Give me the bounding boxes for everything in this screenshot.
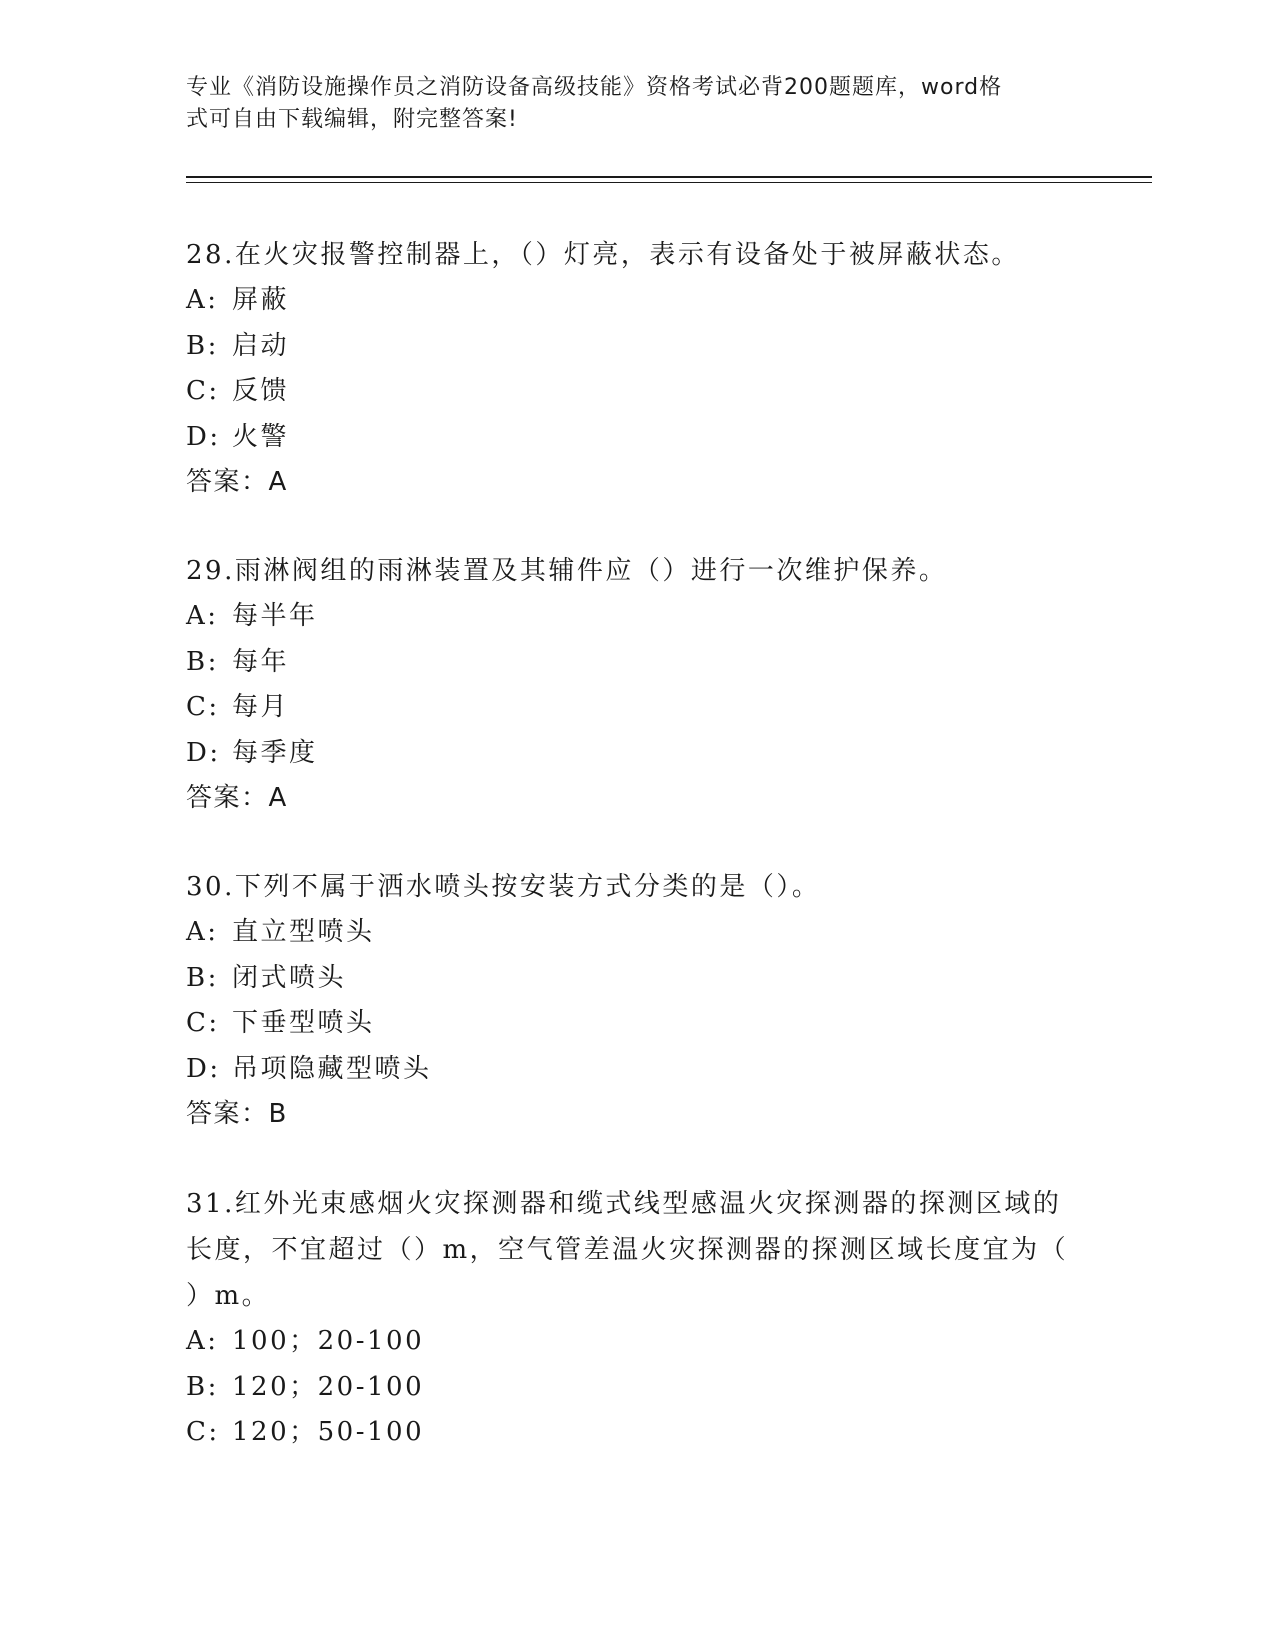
answer-text: 答案：B <box>186 1099 288 1129</box>
option-key: C: <box>186 376 220 406</box>
option-key: B: <box>186 646 219 677</box>
document-header <box>186 72 1066 136</box>
header-divider-bottom <box>186 182 1152 183</box>
option-value: 启动 <box>232 330 290 361</box>
question-text: 30.下列不属于洒水喷头按安装方式分类的是（）。 <box>186 872 821 902</box>
option-value: 反馈 <box>232 376 290 406</box>
question-30 <box>186 864 1086 1137</box>
option-b <box>186 956 1086 1002</box>
option-a <box>186 910 1086 956</box>
option-a <box>186 594 1086 640</box>
option-c <box>186 369 1086 415</box>
header-line-2: 式可自由下载编辑，附完整答案! <box>186 107 518 132</box>
option-value: 每半年 <box>232 601 318 631</box>
option-value: 每月 <box>232 692 290 722</box>
option-value: 吊项隐藏型喷头 <box>232 1053 432 1084</box>
option-a <box>186 278 1086 324</box>
header-line-1: 专业《消防设施操作员之消防设备高级技能》资格考试必背200题题库，word格 <box>186 75 1003 100</box>
question-text-line-2: 长度，不宜超过（）m，空气管差温火灾探测器的探测区域长度宜为（ <box>186 1235 1069 1265</box>
option-key: D: <box>186 1053 221 1084</box>
option-value: 直立型喷头 <box>232 917 375 947</box>
option-d <box>186 1047 1086 1093</box>
question-text: 29.雨淋阀组的雨淋装置及其辅件应（）进行一次维护保养。 <box>186 556 948 586</box>
option-key: A: <box>186 1326 219 1356</box>
header-divider-top <box>186 176 1152 178</box>
question-text-line-1: 31.红外光束感烟火灾探测器和缆式线型感温火灾探测器的探测区域的 <box>186 1189 1062 1219</box>
question-28 <box>186 232 1086 505</box>
option-key: B: <box>186 962 219 993</box>
option-key: A: <box>186 917 219 947</box>
option-key: D: <box>186 737 221 768</box>
option-key: C: <box>186 1417 220 1447</box>
option-value: 闭式喷头 <box>232 962 347 993</box>
option-b <box>186 324 1086 370</box>
answer-text: 答案：A <box>186 467 288 497</box>
option-b <box>186 640 1086 686</box>
option-d <box>186 415 1086 461</box>
option-key: B: <box>186 330 219 361</box>
option-a <box>186 1319 1086 1365</box>
option-c <box>186 685 1086 731</box>
question-text: 28.在火灾报警控制器上，（）灯亮，表示有设备处于被屏蔽状态。 <box>186 240 1020 270</box>
option-key: A: <box>186 601 219 631</box>
option-key: D: <box>186 421 221 452</box>
option-c <box>186 1001 1086 1047</box>
option-value: 120；50-100 <box>232 1417 425 1447</box>
option-value: 火警 <box>232 421 290 452</box>
option-value: 100；20-100 <box>232 1326 425 1356</box>
option-key: B: <box>186 1371 219 1402</box>
question-text-line-3: ）m。 <box>186 1281 271 1311</box>
answer-text: 答案：A <box>186 783 288 813</box>
option-value: 120；20-100 <box>232 1371 425 1402</box>
option-value: 每年 <box>232 646 290 677</box>
option-c <box>186 1410 1086 1456</box>
question-31 <box>186 1181 1086 1456</box>
option-value: 每季度 <box>232 737 318 768</box>
question-29 <box>186 548 1086 821</box>
option-d <box>186 731 1086 777</box>
option-value: 屏蔽 <box>232 285 290 315</box>
option-key: A: <box>186 285 219 315</box>
option-key: C: <box>186 1008 220 1038</box>
option-b <box>186 1365 1086 1411</box>
option-value: 下垂型喷头 <box>232 1008 375 1038</box>
option-key: C: <box>186 692 220 722</box>
